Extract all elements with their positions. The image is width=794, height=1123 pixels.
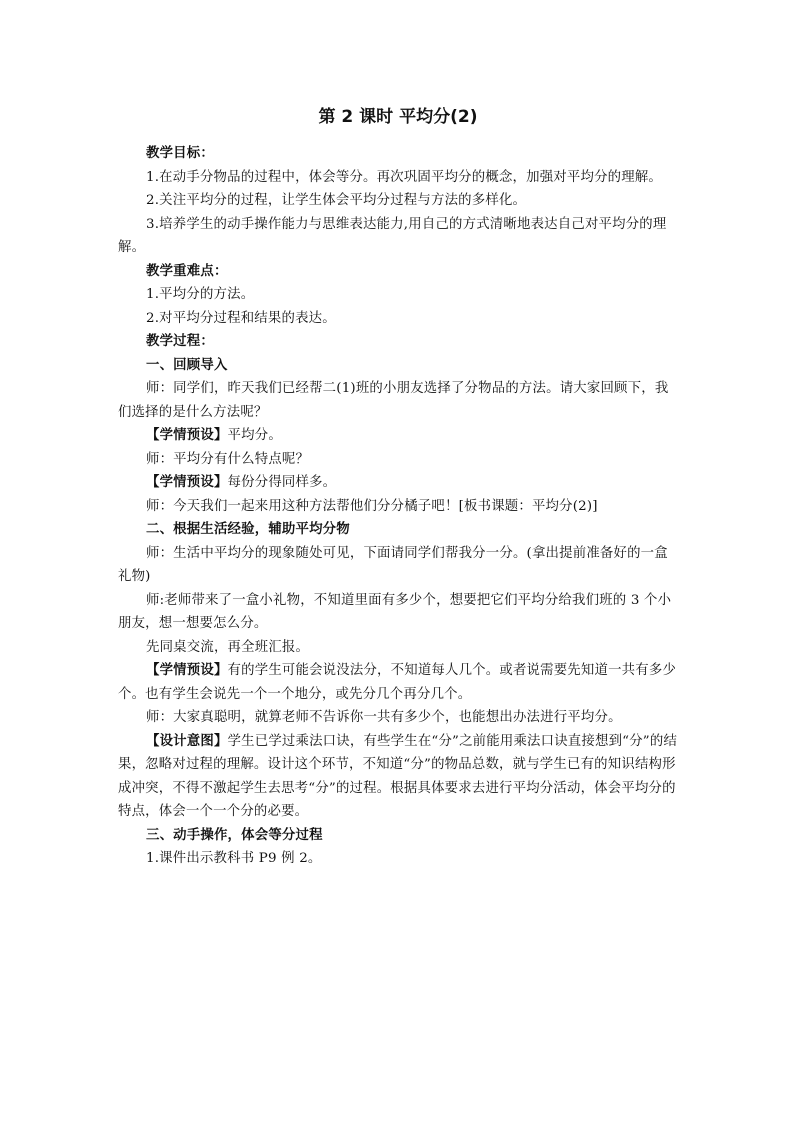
section3-item-1: 1.课件出示教科书 P9 例 2。 (146, 851, 322, 866)
section2-heading: 二、根据生活经验，辅助平均分物 (146, 522, 350, 537)
section2-design-intent (118, 730, 678, 824)
section1-heading: 一、回顾导入 (146, 357, 228, 373)
objective-item-1: 1.在动手分物品的过程中，体会等分。再次巩固平均分的概念，加强对平均分的理解。 (146, 169, 663, 185)
key-point-item-2: 2.对平均分过程和结果的表达。 (146, 310, 336, 326)
objectives-heading: 教学目标： (146, 146, 214, 161)
key-points-heading: 教学重难点： (146, 263, 228, 279)
page-title: 第 2 课时 平均分(2) (318, 107, 478, 127)
process-heading: 教学过程： (146, 334, 214, 349)
objective-item-3: 3.培养学生的动手操作能力与思维表达能力,用自己的方式清晰地表达自己对平均分的理解。 (118, 216, 667, 255)
preset-text: 每份分得同样多。 (227, 475, 337, 490)
design-tag: 【设计意图】 (146, 733, 228, 749)
section1-teacher-3: 师：今天我们一起来用这种方法帮他们分分橘子吧！[板书课题：平均分(2)] (146, 498, 598, 514)
section2-teacher-2: 师:老师带来了一盒小礼物，不知道里面有多少个，想要把它们平均分给我们班的 3 个小朋友，想一想要怎么分。 (118, 592, 672, 631)
section2-discuss: 先同桌交流，再全班汇报。 (146, 639, 310, 655)
section2-teacher-1: 师：生活中平均分的现象随处可见，下面请同学们帮我分一分。(拿出提前准备好的一盒礼物) (118, 545, 668, 584)
section1-preset-1 (118, 424, 678, 448)
design-text: 学生已学过乘法口诀，有些学生在“分”之前能用乘法口诀直接想到“分”的结果，忽略对过程的理解。设计这个环节，不知道“分”的物品总数，就与学生已有的知识结构形成冲突，不得不激起学生去思考“分”的过程。根据具体要求去进行平均分活动，体会平均分的特点，体会一个一个分的必要。 (118, 733, 678, 819)
preset-text: 平均分。 (227, 428, 282, 443)
key-point-item-1: 1.平均分的方法。 (146, 287, 255, 302)
preset-tag: 【学情预设】 (146, 663, 228, 678)
section2-teacher-3: 师：大家真聪明，就算老师不告诉你一共有多少个，也能想出办法进行平均分。 (146, 710, 622, 725)
preset-tag: 【学情预设】 (146, 428, 228, 443)
section1-preset-2 (118, 471, 678, 495)
section2-preset (118, 659, 678, 706)
section3-heading: 三、动手操作，体会等分过程 (146, 827, 323, 843)
preset-tag: 【学情预设】 (146, 475, 228, 490)
preset-text: 有的学生可能会说没法分，不知道每人几个。或者说需要先知道一共有多少个。也有学生会说先一个一个地分，或先分几个再分几个。 (118, 663, 677, 702)
lesson-plan-page (118, 106, 678, 871)
section1-teacher-1: 师：同学们，昨天我们已经帮二(1)班的小朋友选择了分物品的方法。请大家回顾下，我们选择的是什么方法呢？ (118, 381, 669, 420)
objective-item-2: 2.关注平均分的过程，让学生体会平均分过程与方法的多样化。 (146, 193, 527, 208)
section1-teacher-2: 师：平均分有什么特点呢？ (146, 451, 310, 467)
